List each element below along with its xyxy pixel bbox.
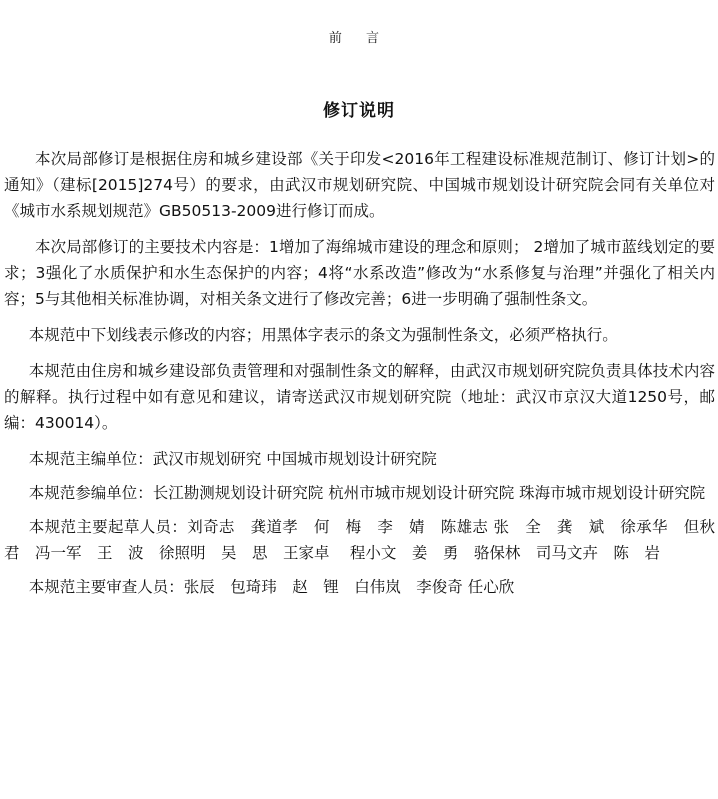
paragraph-reviewers: 本规范主要审查人员：张辰 包琦玮 赵 锂 白伟岚 李俊奇 任心欣: [28, 578, 515, 596]
paragraph-management: 本规范由住房和城乡建设部负责管理和对强制性条文的解释，由武汉市规划研究院负责具体技术内容的解释。执行过程中如有意见和建议，请寄送武汉市规划研究院（地址：武汉市京汉大道1250号，邮编：430014）。: [4, 362, 715, 432]
paragraph-revision-basis: 本次局部修订是根据住房和城乡建设部《关于印发<2016年工程建设标准规范制订、修订计划>的通知》（建标[2015]274号）的要求，由武汉市规划研究院、中国城市规划设计研究院会同有关单位对《城市水系规划规范》GB50513-2009进行修订而成。: [4, 150, 715, 220]
paragraph-technical-content: 本次局部修订的主要技术内容是：1增加了海绵城市建设的理念和原则； 2增加了城市蓝线划定的要求；3强化了水质保护和水生态保护的内容；4将“水系改造”修改为“水系修复与治理”并强化了相关内容；5与其他相关标准协调，对相关条文进行了修改完善；6进一步明确了强制性条文。: [4, 238, 715, 308]
paragraph-underline-note: 本规范中下划线表示修改的内容；用黑体字表示的条文为强制性条文，必须严格执行。: [28, 326, 618, 344]
document-title: 修订说明: [323, 101, 395, 121]
page-header: 前 言: [328, 31, 390, 46]
paragraph-chief-editor: 本规范主编单位：武汉市规划研究 中国城市规划设计研究院: [28, 450, 437, 468]
paragraph-participating-units: 本规范参编单位：长江勘测规划设计研究院 杭州市城市规划设计研究院 珠海市城市规划设计研究院: [28, 484, 706, 502]
document-body: [4, 146, 715, 608]
paragraph-drafters: 本规范主要起草人员：刘奇志 龚道孝 何 梅 李 婧 陈雄志 张 全 龚 斌 徐承华 但秋君 冯一军 王 波 徐照明 吴 思 王家卓 程小文 姜 勇 骆保林 司马文卉 陈 岩: [4, 518, 715, 562]
